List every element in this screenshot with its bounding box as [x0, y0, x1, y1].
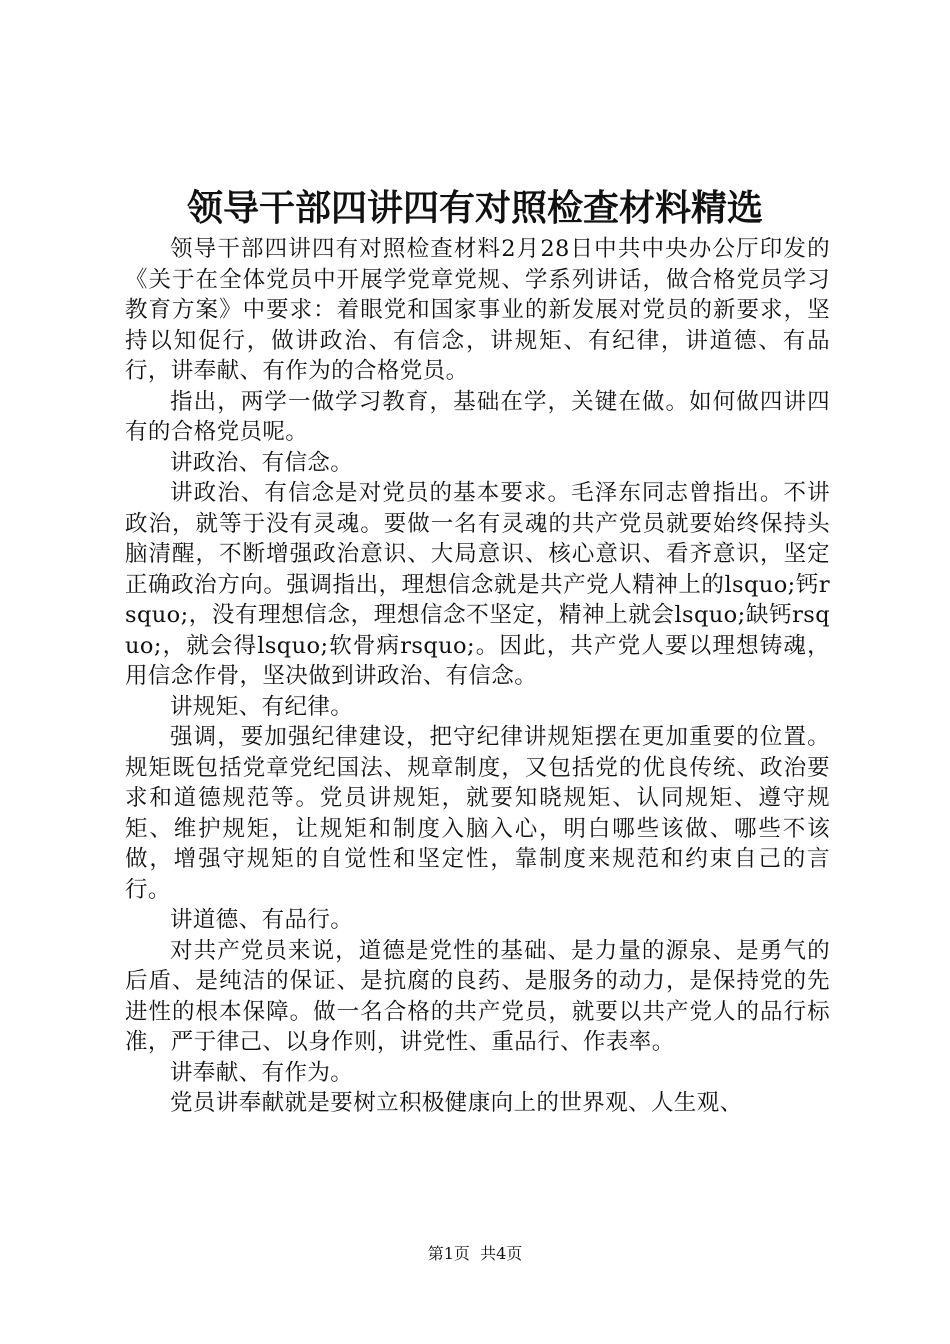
document-body: [125, 234, 830, 1119]
section-heading: 讲奉献、有作为。: [170, 1059, 354, 1086]
document-title: 领导干部四讲四有对照检查材料精选: [186, 187, 763, 229]
paragraph: 对共产党员来说，道德是党性的基础、是力量的源泉、是勇气的后盾、是纯洁的保证、是抗腐的良药、是服务的动力，是保持党的先进性的根本保障。做一名合格的共产党员，就要以共产党人的品行标准，严于律己、以身作则，讲党性、重品行、作表率。: [125, 937, 830, 1055]
page-number: 第1页: [427, 1244, 470, 1263]
section-heading: 讲政治、有信念。: [170, 449, 354, 476]
paragraph: 领导干部四讲四有对照检查材料2月28日中共中央办公厅印发的《关于在全体党员中开展学党章党规、学系列讲话，做合格党员学习教育方案》中要求：着眼党和国家事业的新发展对党员的新要求，坚持以知促行，做讲政治、有信念，讲规矩、有纪律，讲道德、有品行，讲奉献、有作为的合格党员。: [125, 236, 830, 384]
paragraph: 党员讲奉献就是要树立积极健康向上的世界观、人生观、: [170, 1090, 743, 1116]
section-heading: 讲道德、有品行。: [170, 907, 354, 933]
section-heading: 讲规矩、有纪律。: [170, 693, 354, 720]
paragraph: 强调，要加强纪律建设，把守纪律讲规矩摆在更加重要的位置。规矩既包括党章党纪国法、规章制度，又包括党的优良传统、政治要求和道德规范等。党员讲规矩，就要知晓规矩、认同规矩、遵守规矩、维护规矩，让规矩和制度入脑入心，明白哪些该做、哪些不该做，增强守规矩的自觉性和坚定性，靠制度来规范和约束自己的言行。: [125, 724, 830, 903]
paragraph: 讲政治、有信念是对党员的基本要求。毛泽东同志曾指出。不讲政治，就等于没有灵魂。要做一名有灵魂的共产党员就要始终保持头脑清醒，不断增强政治意识、大局意识、核心意识、看齐意识，坚定正确政治方向。强调指出，理想信念就是共产党人精神上的lsquo;钙rsquo;，没有理想信念，理想信念不坚定，精神上就会lsquo;缺钙rsquo;，就会得lsquo;软骨病rsquo;。因此，共产党人要以理想铸魂，用信念作骨，坚决做到讲政治、有信念。: [125, 480, 830, 689]
page-total: 共4页: [480, 1244, 523, 1263]
paragraph: 指出，两学一做学习教育，基础在学，关键在做。如何做四讲四有的合格党员呢。: [125, 388, 830, 445]
page-footer: [0, 1242, 950, 1266]
